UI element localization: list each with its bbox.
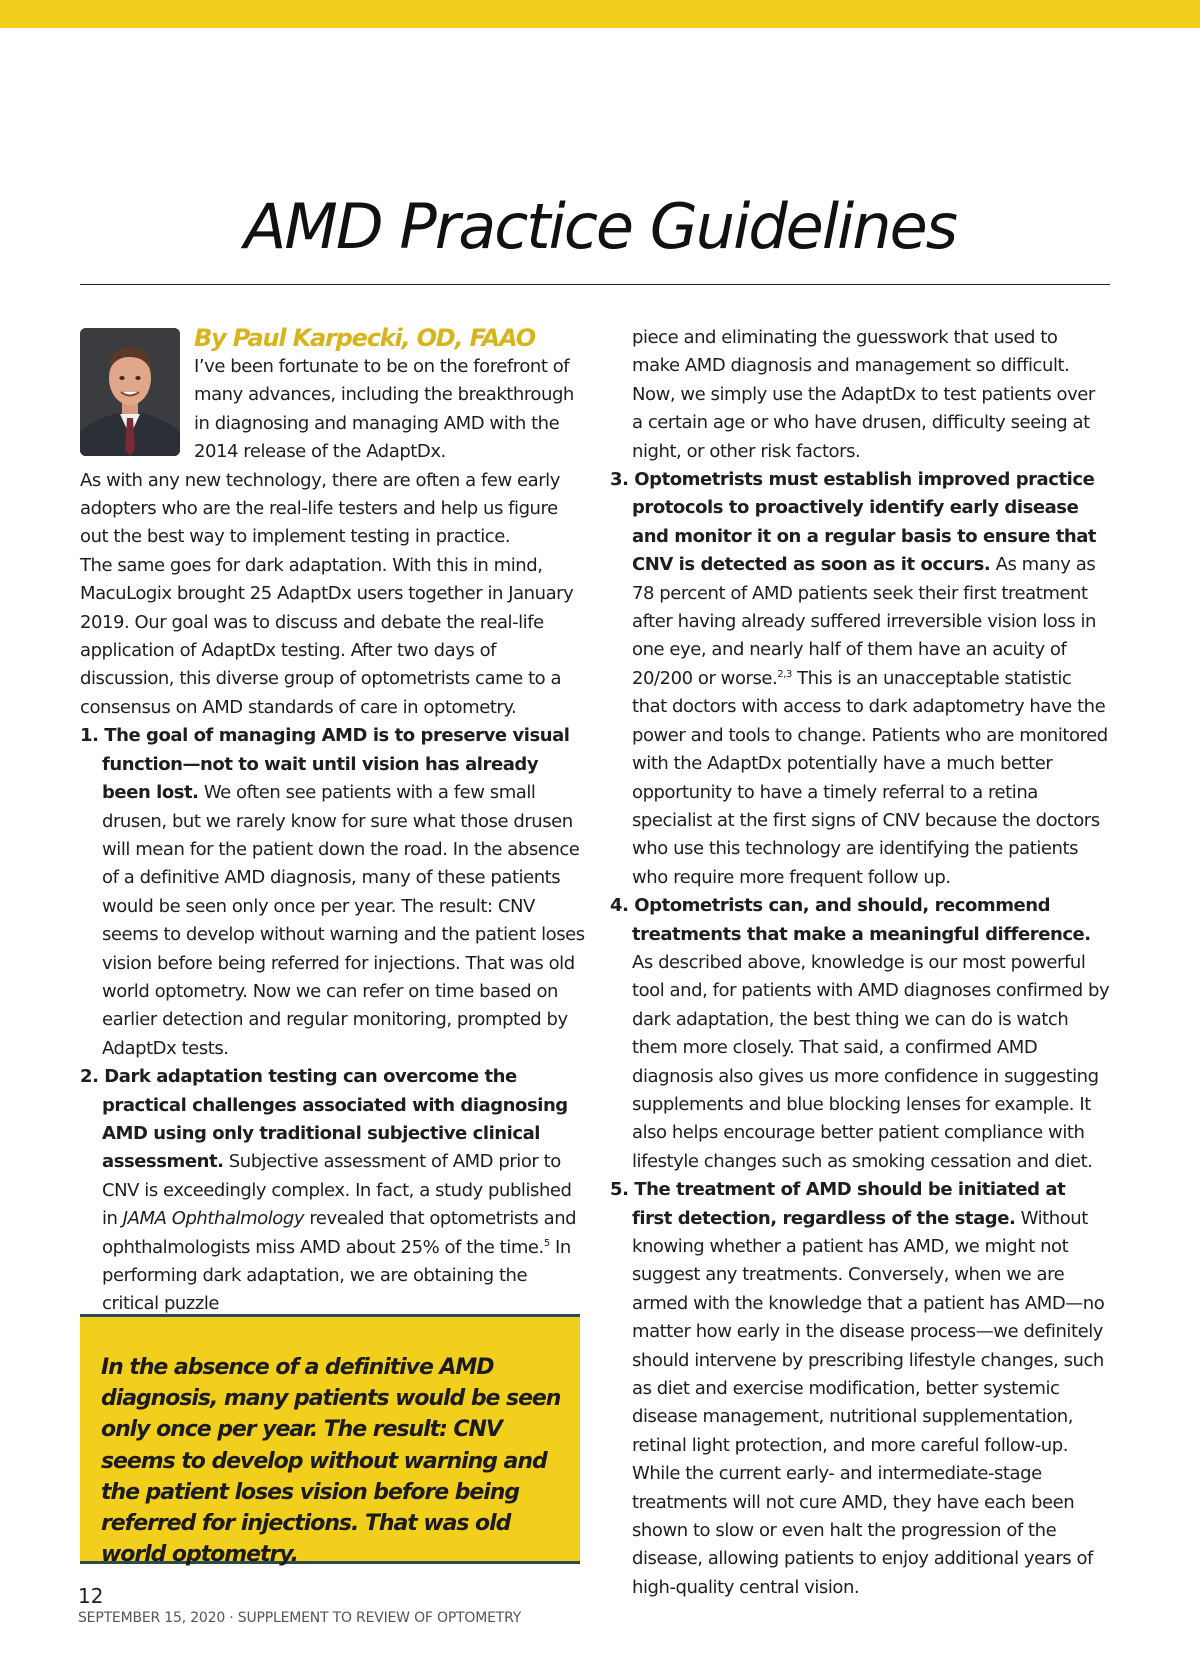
page-number: 12 [78, 1584, 104, 1608]
guideline-5-heading: 5. The treatment of AMD should be initiated at first detection, regardless of the stage. [610, 1179, 1066, 1229]
guideline-item-3 [610, 466, 1110, 892]
guideline-1-heading: 1. The goal of managing AMD is to preserve visual function—not to wait until vision has already been lost. [80, 725, 570, 804]
guideline-2-body-a: Subjective assessment of AMD prior to CNV is exceedingly complex. In fact, a study published in [102, 1151, 572, 1230]
left-column [80, 322, 585, 1319]
guideline-5-body: Without knowing whether a patient has AMD, we might not suggest any treatments. Conversely, when we are armed with the knowledge that a patient has AMD—no matter how early in the disease process—we definitely should intervene by prescribing lifestyle changes, such as diet and exercise modification, better systemic disease management, nutritional supplementation, retinal light protection, and more careful follow-up. While the current early- and intermediate-stage treatments will not cure AMD, they have each been shown to slow or even halt the progression of the disease, allowing patients to enjoy additional years of high-quality central vision. [632, 1207, 1105, 1598]
guideline-3-body-b: This is an unacceptable statistic that doctors with access to dark adaptometry have the power and tools to change. Patients who are monitored with the AdaptDx potentially have a much better opportunity to have a timely referral to a retina specialist at the first signs of CNV because the doctors who use this technology are identifying the patients who require more frequent follow up. [632, 667, 1108, 888]
guideline-1-body: We often see patients with a few small drusen, but we rarely know for sure what those drusen will mean for the patient down the road. In the absence of a definitive AMD diagnosis, many of these patients would be seen only once per year. The result: CNV seems to develop without warning and the patient loses vision before being referred for injections. That was old world optometry. Now we can refer on time based on earlier detection and regular monitoring, prompted by AdaptDx tests. [102, 782, 585, 1059]
guideline-item-5 [610, 1176, 1110, 1602]
author-portrait-icon [80, 328, 180, 456]
author-byline: By Paul Karpecki, OD, FAAO [194, 324, 535, 352]
guideline-2-heading: 2. Dark adaptation testing can overcome the practical challenges associated with diagnosing AMD using only traditional subjective clinical assessment. [80, 1066, 568, 1173]
guideline-2-continued: piece and eliminating the guesswork that used to make AMD diagnosis and management so difficult. Now, we simply use the AdaptDx to test patients over a certain age or who have drusen, difficulty seeing at night, or other risk factors. [632, 327, 1095, 462]
guideline-2-body-c: In performing dark adaptation, we are obtaining the critical puzzle [102, 1236, 571, 1315]
guideline-4-body: As described above, knowledge is our most powerful tool and, for patients with AMD diagnoses confirmed by dark adaptation, the best thing we can do is watch them more closely. That said, a confirmed AMD diagnosis also gives us more confidence in suggesting supplements and blue blocking lenses for example. It also helps encourage better patient compliance with lifestyle changes such as smoking cessation and diet. [632, 951, 1110, 1172]
pull-quote-text: In the absence of a definitive AMD diagnosis, many patients would be seen only once per year. The result: CNV seems to develop without warning and the patient loses vision before being referred for injections. That was old world optometry. [101, 1355, 561, 1568]
paragraph-early-adopters: As with any new technology, there are often a few early adopters who are the real-life testers and help us figure out the best way to implement testing in practice. [80, 469, 560, 548]
intro-paragraph: I’ve been fortunate to be on the forefront of many advances, including the breakthrough in diagnosing and managing AMD with the 2014 release of the AdaptDx. [194, 356, 574, 463]
guideline-item-4 [610, 892, 1110, 949]
pull-quote-box [80, 1314, 580, 1568]
guideline-item-2 [80, 1063, 585, 1319]
guideline-item-1 [80, 722, 585, 1063]
guideline-3-heading: 3. Optometrists must establish improved practice protocols to proactively identify early disease and monitor it on a regular basis to ensure that CNV is detected as soon as it occurs. [610, 469, 1097, 576]
paragraph-dark-adaptation: The same goes for dark adaptation. With this in mind, MacuLogix brought 25 AdaptDx users together in January 2019. Our goal was to discuss and debate the real-life application of AdaptDx testing. After two days of discussion, this diverse group of optometrists came to a consensus on AMD standards of care in optometry. [80, 554, 574, 718]
journal-title: JAMA Ophthalmology [122, 1208, 305, 1230]
citation-superscript: 5 [543, 1237, 550, 1249]
guideline-4-heading: 4. Optometrists can, and should, recommend treatments that make a meaningful difference. [610, 895, 1091, 945]
right-column [610, 324, 1110, 1602]
publication-footer: SEPTEMBER 15, 2020 · SUPPLEMENT TO REVIEW OF OPTOMETRY [78, 1610, 522, 1626]
top-accent-bar [0, 0, 1200, 28]
guideline-2-body-b: revealed that optometrists and ophthalmologists miss AMD about 25% of the time. [102, 1208, 577, 1258]
citation-superscript: 2,3 [777, 668, 792, 680]
guideline-3-body-a: As many as 78 percent of AMD patients seek their first treatment after having already suffered irreversible vision loss in one eye, and nearly half of them have an acuity of 20/200 or worse. [632, 554, 1096, 689]
title-divider [80, 284, 1110, 285]
page-title: AMD Practice Guidelines [243, 190, 957, 263]
